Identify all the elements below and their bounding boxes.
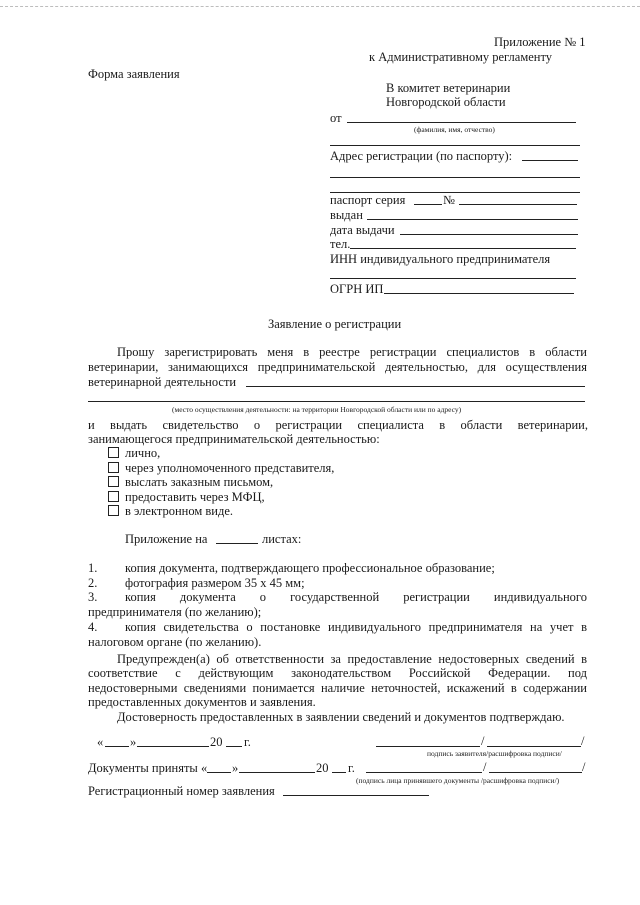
attachment-suffix: листах: [262,532,302,546]
issue-paragraph-line-1: и выдать свидетельство о регистрации специалиста в области ветеринарии, [88,418,588,432]
accepted-day-field[interactable] [207,772,231,773]
ogrn-field[interactable] [384,293,574,294]
item-number-3: 3. [88,590,98,604]
ogrn-label: ОГРН ИП [330,282,384,296]
addressee-line-2: Новгородской области [386,95,506,109]
option-mfc[interactable]: предоставить через МФЦ, [108,490,265,505]
inn-label: ИНН индивидуального предпринимателя [330,252,551,266]
checkbox-electronic[interactable] [108,505,119,516]
activity-place-field-line-2[interactable] [88,401,585,402]
item-text-3: копия документа о государственной регистрации индивидуального [125,590,587,604]
accepted-close-quote: » [232,761,239,775]
registration-number-field[interactable] [283,795,429,796]
document-title: Заявление о регистрации [268,317,402,331]
date-month-field[interactable] [137,746,209,747]
applicant-signature-decoding-field[interactable] [487,746,581,747]
accepted-prefix: Документы приняты « [88,761,208,775]
issue-paragraph-line-2: занимающегося предпринимательской деятельностью: [88,432,380,446]
request-paragraph-line-3: ветеринарной деятельности [88,375,237,389]
request-paragraph-line-2: ветеринарии, занимающихся предпринимательской деятельностью, для осуществления [88,360,587,374]
date-close-quote: » [130,735,137,749]
address-field-line-2[interactable] [330,177,580,178]
passport-number-label: № [443,193,455,207]
accepted-year-field[interactable] [332,772,346,773]
checkbox-representative[interactable] [108,462,119,473]
option-electronic[interactable]: в электронном виде. [108,504,233,519]
passport-number-field[interactable] [459,204,577,205]
phone-field[interactable] [350,248,576,249]
fio-field-line-2[interactable] [330,145,580,146]
receiver-slash-2: / [582,760,586,774]
option-registered-mail[interactable]: выслать заказным письмом, [108,475,273,490]
form-label: Форма заявления [88,67,180,81]
date-open-quote: « [97,735,104,749]
checkbox-in-person[interactable] [108,447,119,458]
accepted-month-field[interactable] [239,772,315,773]
warning-line-3: недостоверными сведениями понимается наличие неточностей, искажений в содержании [88,681,587,695]
item-text-3-cont: предпринимателя (по желанию); [88,605,262,619]
warning-line-4: предоставленных документов и заявления. [88,695,316,709]
item-text-1: копия документа, подтверждающего профессиональное образование; [125,561,495,575]
applicant-signature-hint: подпись заявителя/расшифровка подписи/ [427,749,562,758]
attachment-prefix: Приложение на [125,532,208,546]
receiver-slash-1: / [483,760,487,774]
inn-field[interactable] [330,278,576,279]
warning-line-2: соответствие с действующим законодательством Российской Федерации. под [88,666,587,680]
issued-by-field[interactable] [367,219,578,220]
addressee-line-1: В комитет ветеринарии [386,81,511,95]
registration-number-label: Регистрационный номер заявления [88,784,275,798]
item-number-4: 4. [88,620,98,634]
accepted-year-prefix: 20 [316,761,329,775]
appendix-reference: к Административному регламенту [369,50,553,64]
option-representative[interactable]: через уполномоченного представителя, [108,461,334,476]
attachment-sheets-field[interactable] [216,543,258,544]
item-number-2: 2. [88,576,98,590]
activity-place-hint: (место осуществления деятельности: на территории Новгородской области или по адресу) [172,405,462,414]
activity-place-field[interactable] [246,386,585,387]
signature-slash-2: / [581,734,585,748]
checkbox-mfc[interactable] [108,491,119,502]
date-year-prefix: 20 [210,735,223,749]
from-label: от [330,111,342,125]
fio-hint: (фамилия, имя, отчество) [414,125,495,134]
date-year-field[interactable] [226,746,242,747]
item-text-4: копия свидетельства о постановке индивидуального предпринимателя на учет в [125,620,587,634]
appendix-number: Приложение № 1 [494,35,586,49]
passport-series-label: паспорт серия [330,193,406,207]
scan-edge-line [0,6,640,7]
applicant-signature-field[interactable] [376,746,480,747]
item-text-2: фотография размером 35 х 45 мм; [125,576,305,590]
checkbox-registered-mail[interactable] [108,476,119,487]
receiver-signature-field[interactable] [366,772,482,773]
issue-date-field[interactable] [400,234,578,235]
item-number-1: 1. [88,561,98,575]
item-text-4-cont: налоговом органе (по желанию). [88,635,262,649]
request-paragraph-line-1: Прошу зарегистрировать меня в реестре регистрации специалистов в области [117,345,587,359]
issued-by-label: выдан [330,208,363,222]
receiver-signature-hint: (подпись лица принявшего документы /расшифровка подписи/) [356,776,560,785]
option-in-person[interactable]: лично, [108,446,160,461]
confirmation-text: Достоверность предоставленных в заявлении сведений и документов подтверждаю. [117,710,565,724]
receiver-signature-decoding-field[interactable] [489,772,582,773]
date-year-suffix: г. [244,735,251,749]
signature-slash-1: / [481,734,485,748]
date-day-field[interactable] [105,746,129,747]
phone-label: тел. [330,237,351,251]
warning-line-1: Предупрежден(а) об ответственности за предоставление недостоверных сведений в [117,652,587,666]
address-field[interactable] [522,160,578,161]
fio-field[interactable] [347,122,576,123]
address-label: Адрес регистрации (по паспорту): [330,149,513,163]
passport-series-field[interactable] [414,204,442,205]
issue-date-label: дата выдачи [330,223,395,237]
accepted-year-suffix: г. [348,761,355,775]
